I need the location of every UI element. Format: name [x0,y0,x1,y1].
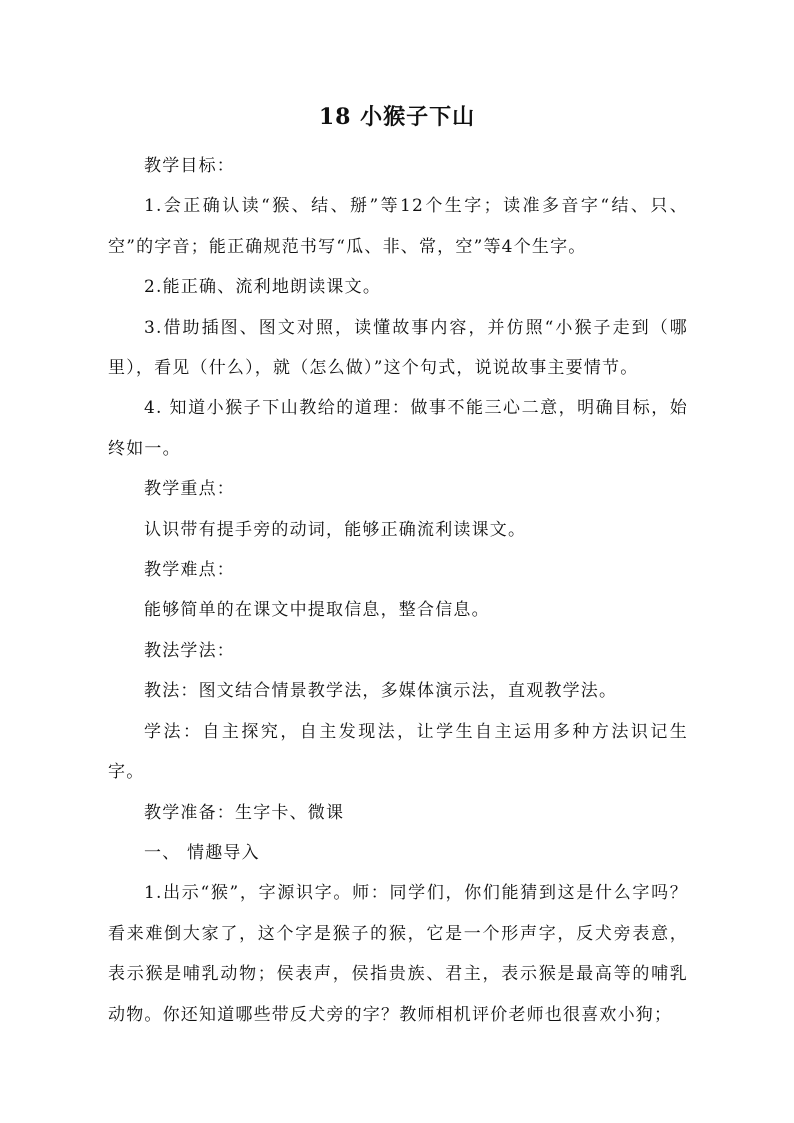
heading-key-points: 教学重点： [144,479,235,500]
objective-2: 2.能正确、流利地朗读课文。 [144,277,382,298]
heading-methods: 教法学法： [144,640,235,661]
teaching-method: 教法：图文结合情景教学法，多媒体演示法，直观教学法。 [144,681,618,702]
heading-objectives: 教学目标： [144,156,235,176]
objective-1: 1.会正确认读“猴、结、掰”等12个生字；读准多音字“结、只、空”的字音；能正确规范书写“瓜、非、常，空”等4个生字。 [108,196,688,257]
heading-difficulties: 教学难点： [144,560,235,581]
document-body [108,146,688,1035]
objective-3: 3.借助插图、图文对照，读懂故事内容，并仿照“小猴子走到（哪里），看见（什么），就（怎么做）”这个句式，说说故事主要情节。 [108,317,688,379]
section-intro-heading: 一、 情趣导入 [144,842,260,863]
key-points-text: 认识带有提手旁的动词，能够正确流利读课文。 [144,519,527,540]
learning-method: 学法：自主探究，自主发现法，让学生自主运用多种方法识记生字。 [108,721,688,783]
document-title: 18 小猴子下山 [318,104,476,130]
difficulties-text: 能够简单的在课文中提取信息，整合信息。 [144,600,490,621]
preparation: 教学准备：生字卡、微课 [144,802,345,823]
objective-4: 4. 知道小猴子下山教给的道理：做事不能三心二意，明确目标，始终如一。 [108,398,688,459]
intro-step-1: 1.出示“猴”，字源识字。师：同学们，你们能猜到这是什么字吗？看来难倒大家了，这个字是猴子的猴，它是一个形声字，反犬旁表意，表示猴是哺乳动物；侯表声，侯指贵族、君主，表示猴是最高等的哺乳动物。你还知道哪些带反犬旁的字？教师相机评价老师也很喜欢小狗； [108,883,688,1025]
